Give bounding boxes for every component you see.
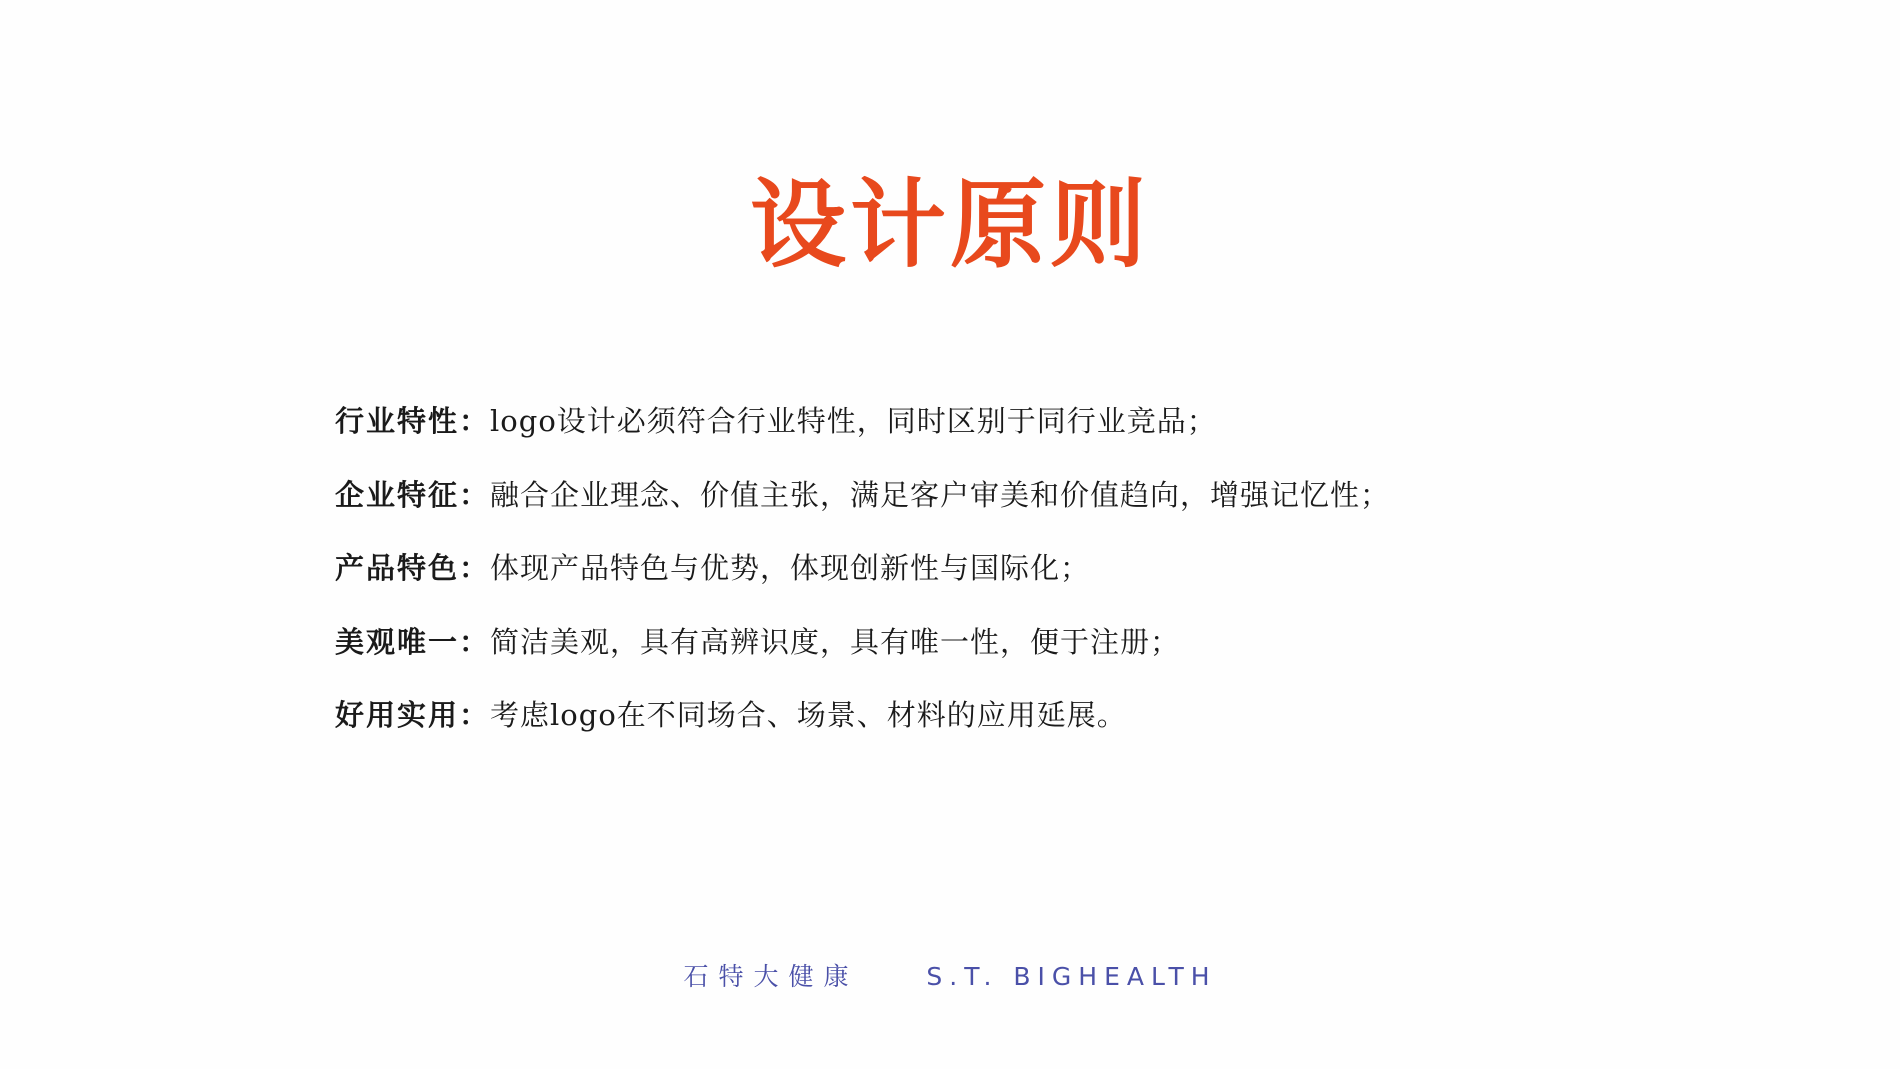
principle-text: 融合企业理念、价值主张，满足客户审美和价值趋向，增强记忆性；	[490, 477, 1391, 512]
list-item	[335, 621, 1635, 665]
list-item	[335, 474, 1635, 518]
list-item	[335, 694, 1635, 738]
principle-text: logo设计必须符合行业特性，同时区别于同行业竞品；	[490, 404, 1217, 438]
principle-label: 好用实用：	[335, 698, 491, 732]
principle-label: 行业特性：	[335, 404, 491, 438]
footer-brand-cn: 石特大健康	[683, 962, 859, 991]
principle-text: 体现产品特色与优势，体现创新性与国际化；	[490, 551, 1091, 585]
slide-footer	[0, 957, 1900, 993]
principle-label: 美观唯一：	[335, 624, 491, 659]
principle-text: 考虑logo在不同场合、场景、材料的应用延展。	[490, 698, 1127, 732]
principle-text: 简洁美观，具有高辨识度，具有唯一性，便于注册；	[490, 624, 1181, 659]
page-title: 设计原则	[750, 169, 1150, 281]
principles-list	[335, 400, 1635, 768]
list-item	[335, 400, 1635, 444]
principle-label: 企业特征：	[335, 477, 491, 512]
footer-brand-en: S.T. BIGHEALTH	[926, 962, 1217, 991]
list-item	[335, 547, 1635, 591]
principle-label: 产品特色：	[335, 551, 491, 585]
